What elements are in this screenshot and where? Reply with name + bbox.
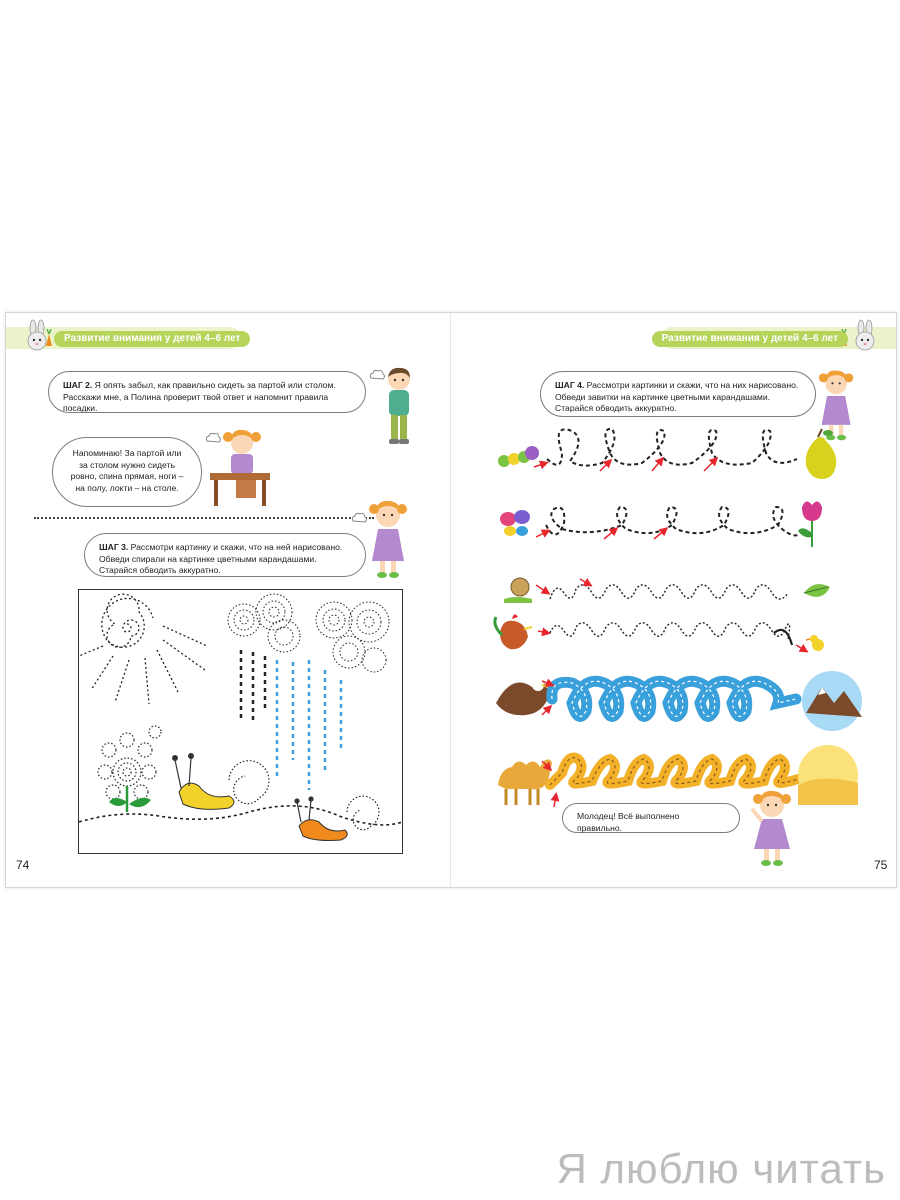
- step3-bubble: [84, 533, 366, 577]
- row-snail-leaf: [504, 578, 830, 603]
- leaf-icon: [804, 584, 830, 597]
- tulip-icon: [798, 501, 822, 547]
- snail-yellow: [172, 753, 269, 809]
- camel-icon: [498, 759, 552, 805]
- pear-icon: [806, 429, 837, 479]
- step4-label: ШАГ 4.: [555, 380, 585, 390]
- butterfly-icon: [500, 510, 530, 536]
- bunny-icon: [848, 319, 882, 353]
- step3-text: Рассмотри картинку и скажи, что на ней нарисовано. Обведи спирали на картинке цветными карандашами. Старайся обводить аккуратно.: [99, 542, 343, 575]
- desert-icon: [798, 745, 858, 805]
- row-butterfly-tulip: [500, 501, 822, 547]
- row-caterpillar-pear: [498, 429, 836, 479]
- praise-bubble: [562, 803, 740, 833]
- step2-bubble: [48, 371, 366, 413]
- reminder-text: Напоминаю! За партой или за столом нужно сидеть ровно, спина прямая, ноги – на полу, локти – на столе.: [70, 448, 184, 493]
- page-fold: [450, 312, 451, 888]
- snail-icon: [504, 578, 532, 603]
- header-title-left: Развитие внимания у детей 4–6 лет: [54, 331, 250, 347]
- watermark: Я люблю читать: [556, 1145, 886, 1192]
- step4-text: Рассмотри картинки и скажи, что на них нарисовано. Обведи завитки на картинке цветными карандашами. Старайся обводить аккуратно.: [555, 380, 799, 413]
- girl-waving-figure: [746, 787, 802, 871]
- rooster-icon: [495, 614, 532, 649]
- worksheet-drawing: [79, 590, 402, 853]
- step2-label: ШАГ 2.: [63, 380, 93, 390]
- boy-figure: [378, 365, 420, 449]
- girl-figure: [366, 497, 412, 581]
- step4-bubble: [540, 371, 816, 417]
- book-spread: [5, 312, 897, 888]
- sun-spiral: [79, 594, 207, 704]
- snail-orange: [294, 796, 379, 840]
- section-divider: [34, 517, 374, 519]
- page-number-right: 75: [874, 858, 888, 872]
- carrot-icon: [44, 329, 54, 347]
- praise-text: Молодец! Всё выполнено правильно.: [577, 811, 680, 833]
- caterpillar-icon: [498, 446, 539, 467]
- row-eagle-mountain: [496, 671, 862, 731]
- reminder-bubble: [52, 437, 202, 507]
- page-number-left: 74: [16, 858, 30, 872]
- row-camel-desert: [498, 745, 858, 807]
- mountain-icon: [802, 671, 862, 731]
- step2-text: Я опять забыл, как правильно сидеть за партой или столом. Расскажи мне, а Полина проверит твой ответ и напомнит правила посадки.: [63, 380, 336, 413]
- flower-spirals: [98, 726, 161, 799]
- rain-dashes: [241, 650, 341, 790]
- girl-at-desk-figure: [206, 425, 272, 511]
- eagle-icon: [496, 679, 550, 715]
- step3-label: ШАГ 3.: [99, 542, 129, 552]
- row-rooster-chick: [495, 614, 824, 651]
- spiral-worksheet: [78, 589, 403, 854]
- chick-icon: [806, 635, 824, 651]
- header-title-right: Развитие внимания у детей 4–6 лет: [652, 331, 848, 347]
